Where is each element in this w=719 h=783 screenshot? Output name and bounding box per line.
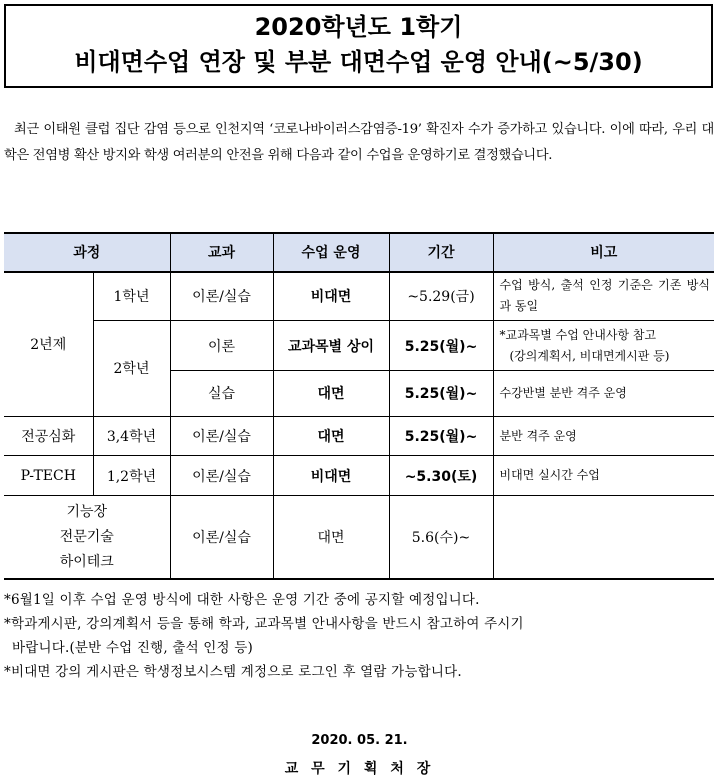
intro-paragraph: 최근 이태원 클럽 집단 감염 등으로 인천지역 ‘코로나바이러스감염증-19’ 확진자 수가 증가하고 있습니다. 이에 따라, 우리 대학은 전염병 확산 방지와 학생 여러분의 안전을 위해 다음과 같이 수업을 운영하기로 결정했습니다.	[4, 122, 714, 163]
cell-grade: 2학년	[93, 321, 170, 417]
footnote-2-line2: 바랍니다.(분반 수업 진행, 출석 인정 등)	[12, 640, 253, 656]
cell-note: 분반 격주 운영	[493, 416, 714, 456]
program-line: 전문기술	[59, 528, 114, 545]
cell-period: 5.6(수)~	[389, 496, 493, 579]
program-line: 기능장	[66, 503, 108, 520]
cell-note	[493, 496, 714, 579]
note-line: *교과목별 수업 안내사항 참고	[499, 327, 657, 342]
cell-operation: 대면	[273, 496, 389, 579]
cell-period: ~5.30(토)	[389, 456, 493, 496]
program-line: 하이테크	[59, 553, 114, 570]
cell-subject: 이론	[170, 321, 273, 371]
table-row	[4, 272, 714, 321]
cell-operation: 교과목별 상이	[273, 321, 389, 371]
title-line2: 비대면수업 연장 및 부분 대면수업 운영 안내(~5/30)	[74, 48, 643, 76]
table-row	[4, 496, 714, 579]
table-row	[4, 456, 714, 496]
cell-note: 수강반별 분반 격주 운영	[493, 371, 714, 417]
cell-subject: 이론/실습	[170, 416, 273, 456]
cell-period: 5.25(월)~	[389, 321, 493, 371]
footnote-2-line1: *학과게시판, 강의계획서 등을 통해 학과, 교과목별 안내사항을 반드시 참고하여 주시기	[4, 616, 524, 632]
cell-subject: 이론/실습	[170, 496, 273, 579]
cell-note: 비대면 실시간 수업	[493, 456, 714, 496]
cell-program: 전공심화	[4, 416, 93, 456]
cell-operation: 비대면	[273, 456, 389, 496]
cell-subject: 이론/실습	[170, 272, 273, 321]
cell-period: 5.25(월)~	[389, 416, 493, 456]
notice-date: 2020. 05. 21.	[311, 733, 408, 748]
title-box	[4, 4, 713, 88]
header-note: 비고	[493, 233, 714, 272]
header-subject: 교과	[170, 233, 273, 272]
cell-operation: 대면	[273, 416, 389, 456]
issuing-office: 교 무 기 획 처 장	[284, 761, 435, 777]
cell-subject: 이론/실습	[170, 456, 273, 496]
cell-program: P-TECH	[4, 456, 93, 496]
cell-operation: 비대면	[273, 272, 389, 321]
cell-period: ~5.29(금)	[389, 272, 493, 321]
cell-note: 수업 방식, 출석 인정 기준은 기존 방식과 동일	[493, 272, 714, 321]
cell-note	[493, 321, 714, 371]
footnote-1: *6월1일 이후 수업 운영 방식에 대한 사항은 운영 기간 중에 공지할 예정입니다.	[4, 592, 480, 608]
cell-subject: 실습	[170, 371, 273, 417]
header-program: 과정	[4, 233, 170, 272]
cell-program: 2년제	[4, 272, 93, 417]
cell-grade: 3,4학년	[93, 416, 170, 456]
table-row	[4, 321, 714, 371]
header-period: 기간	[389, 233, 493, 272]
cell-operation: 대면	[273, 371, 389, 417]
cell-grade: 1,2학년	[93, 456, 170, 496]
note-line: (강의계획서, 비대면게시판 등)	[509, 348, 670, 363]
table-header-row	[4, 233, 714, 272]
footnote-3: *비대면 강의 게시판은 학생정보시스템 계정으로 로그인 후 열람 가능합니다.	[4, 664, 462, 680]
title-line1: 2020학년도 1학기	[254, 13, 463, 41]
schedule-table	[4, 232, 714, 580]
cell-program	[4, 496, 170, 579]
cell-grade: 1학년	[93, 272, 170, 321]
footnotes	[4, 588, 716, 684]
table-row	[4, 416, 714, 456]
header-operation: 수업 운영	[273, 233, 389, 272]
cell-period: 5.25(월)~	[389, 371, 493, 417]
